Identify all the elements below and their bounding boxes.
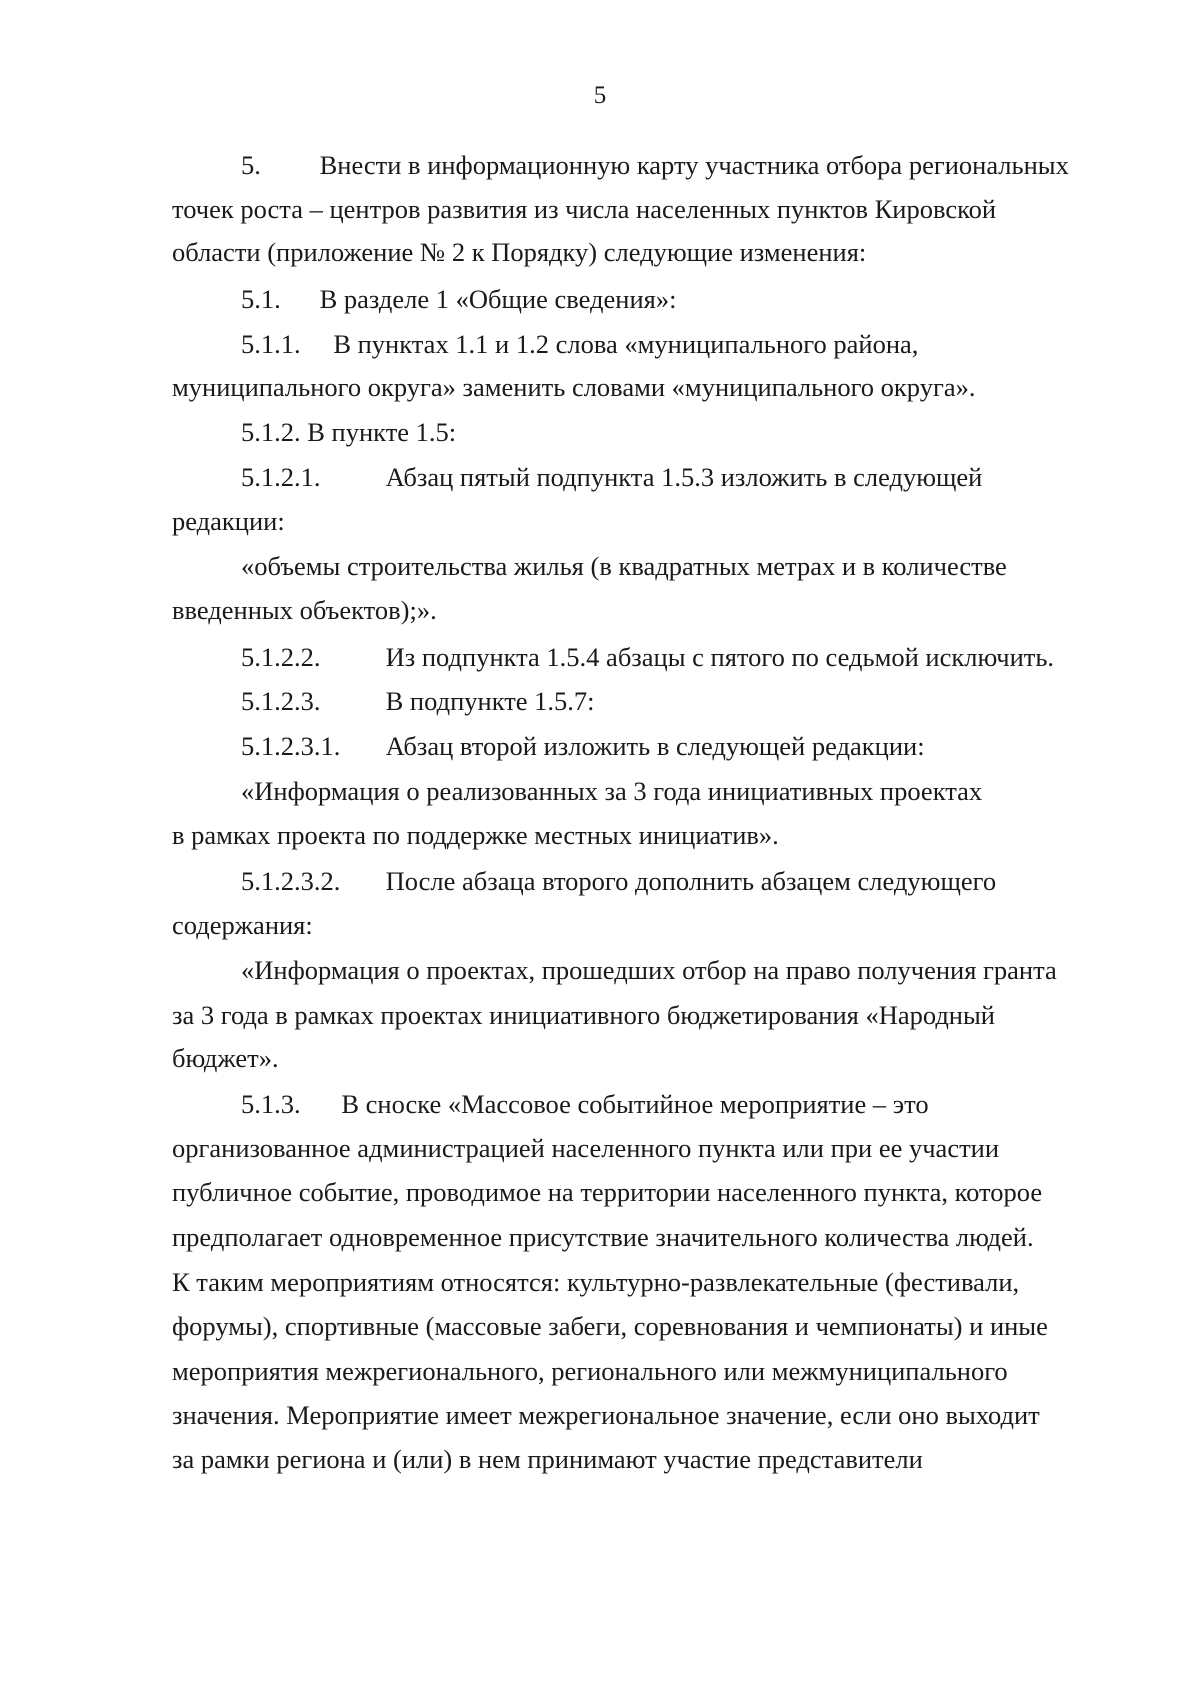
line-text: «Информация о реализованных за 3 года инициативных проектах xyxy=(241,776,983,806)
text-line xyxy=(172,818,1112,852)
text-line xyxy=(172,1041,1112,1075)
text-line xyxy=(241,684,1112,718)
line-text: сноске «Массовое событийное мероприятие – это xyxy=(365,1089,929,1119)
text-line xyxy=(241,327,1112,361)
clause-number: 5.1. xyxy=(241,284,281,314)
line-text: редакции: xyxy=(172,506,285,536)
clause-number: 5.1.2. В пункте 1.5: xyxy=(241,417,457,447)
text-line xyxy=(241,415,1112,449)
line-text: введенных объектов);». xyxy=(172,595,437,625)
line-text: В разделе 1 «Общие сведения»: xyxy=(319,284,677,314)
text-line xyxy=(172,1131,1112,1165)
line-text: После абзаца второго дополнить абзацем следующего xyxy=(385,866,997,896)
line-text: Внести в информационную карту участника отбора региональных xyxy=(319,150,1069,180)
clause-number: 5.1.2.3. xyxy=(241,686,321,716)
line-text: за 3 года в рамках проектах инициативного бюджетирования «Народный xyxy=(172,1000,995,1030)
text-line xyxy=(172,192,1112,226)
text-line xyxy=(172,998,1112,1032)
clause-number: 5. xyxy=(241,150,261,180)
line-text: Абзац пятый подпункта 1.5.3 изложить в следующей xyxy=(385,462,983,492)
line-text: предполагает одновременное присутствие значительного количества людей. xyxy=(172,1222,1034,1252)
text-line xyxy=(172,235,1112,269)
line-text: за рамки региона и (или) в нем принимают участие представители xyxy=(172,1444,923,1474)
text-line xyxy=(172,1309,1112,1343)
text-line xyxy=(172,504,1112,538)
text-line xyxy=(241,282,1112,316)
text-line xyxy=(241,953,1112,987)
clause-number: 5.1.1. В xyxy=(241,329,351,359)
line-text: значения. Мероприятие имеет межрегиональное значение, если оно выходит xyxy=(172,1400,1040,1430)
line-text: «Информация о проектах, прошедших отбор на право получения гранта xyxy=(241,955,1057,985)
clause-number: 5.1.2.2. xyxy=(241,642,321,672)
line-text: Абзац второй изложить в следующей редакции: xyxy=(385,731,925,761)
text-line xyxy=(172,593,1112,627)
text-line xyxy=(241,774,1112,808)
text-line xyxy=(172,1220,1112,1254)
text-line xyxy=(241,729,1112,763)
line-text: форумы), спортивные (массовые забеги, соревнования и чемпионаты) и иные xyxy=(172,1311,1048,1341)
line-text: точек роста – центров развития из числа населенных пунктов Кировской xyxy=(172,194,997,224)
line-text: содержания: xyxy=(172,910,313,940)
line-text: области (приложение № 2 к Порядку) следующие изменения: xyxy=(172,237,867,267)
clause-number: 5.1.2.3.2. xyxy=(241,866,341,896)
line-text: Из подпункта 1.5.4 абзацы с пятого по седьмой исключить. xyxy=(385,642,1055,672)
clause-number: 5.1.2.3.1. xyxy=(241,731,341,761)
line-text: пунктах 1.1 и 1.2 слова «муниципального района, xyxy=(357,329,919,359)
text-line xyxy=(241,1087,1112,1121)
text-line xyxy=(241,148,1112,182)
text-line xyxy=(172,1398,1112,1432)
line-text: в рамках проекта по поддержке местных инициатив». xyxy=(172,820,779,850)
page-number: 5 xyxy=(593,82,607,109)
text-line xyxy=(241,864,1112,898)
text-line xyxy=(172,370,1112,404)
line-text: публичное событие, проводимое на территории населенного пункта, которое xyxy=(172,1177,1043,1207)
line-text: В подпункте 1.5.7: xyxy=(385,686,595,716)
line-text: бюджет». xyxy=(172,1043,279,1073)
text-line xyxy=(241,460,1112,494)
text-line xyxy=(172,1265,1112,1299)
text-line xyxy=(241,640,1112,674)
text-line xyxy=(172,1354,1112,1388)
clause-number: 5.1.2.1. xyxy=(241,462,321,492)
line-text: организованное администрацией населенного пункта или при ее участии xyxy=(172,1133,1000,1163)
line-text: муниципального округа» заменить словами «муниципального округа». xyxy=(172,372,976,402)
line-text: мероприятия межрегионального, регионального или межмуниципального xyxy=(172,1356,1008,1386)
clause-number: 5.1.3. В xyxy=(241,1089,359,1119)
text-line xyxy=(172,908,1112,942)
text-line xyxy=(241,549,1112,583)
text-line xyxy=(172,1175,1112,1209)
line-text: «объемы строительства жилья (в квадратных метрах и в количестве xyxy=(241,551,1007,581)
line-text: К таким мероприятиям относятся: культурно-развлекательные (фестивали, xyxy=(172,1267,1020,1297)
text-line xyxy=(172,1442,1112,1476)
